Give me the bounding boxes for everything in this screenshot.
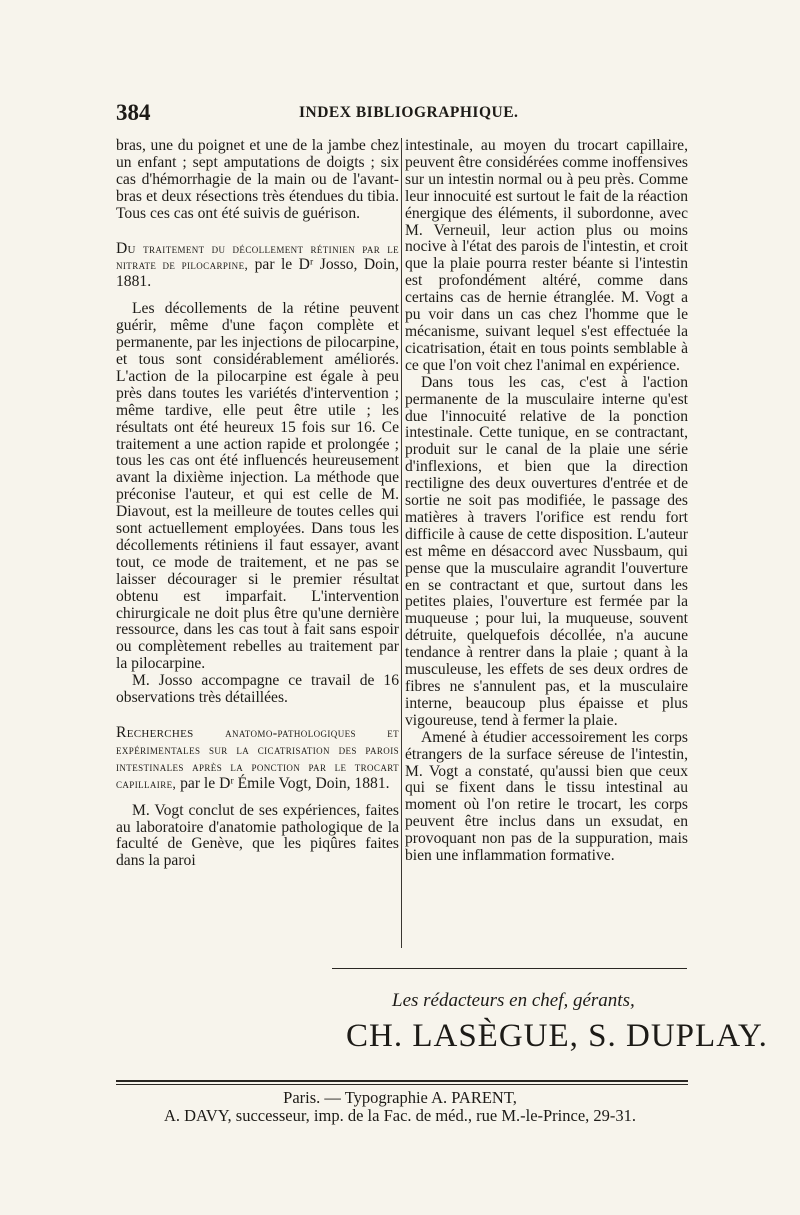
printer-address: A. DAVY, successeur, imp. de la Fac. de méd., rue M.-le-Prince, 29-31.	[163, 1106, 637, 1125]
bibliography-entry-josso	[116, 241, 399, 292]
left-column	[116, 138, 399, 870]
page-number: 384	[116, 100, 151, 125]
entry-title: traitement du décollement rétinien par le nitrate de pilocarpine,	[116, 240, 399, 273]
text-columns	[116, 138, 688, 962]
page-header	[116, 100, 686, 130]
paragraph: Dans tous les cas, c'est à l'action permanente de la musculaire interne qu'est due l'innocuité relative de la ponction intestinale. Cette tunique, en se contractant, produit sur le canal de la plaie une série d'inflexions, et bien que la direction rectiligne des deux ouvertures d'entrée et de sortie ne soit pas modifiée, le passage des matières à travers l'orifice est rendu fort difficile à cause de cette disposition. L'auteur est même en désaccord avec Nussbaum, qui pense que la musculaire agrandit l'ouverture en se contractant et que, surtout dans les petites plaies, l'ouverture est fermée par la muqueuse ; pour lui, la muqueuse, souvent détruite, quelquefois décollée, n'a aucune tendance à rentrer dans la plaie ; quant à la musculeuse, les effets de ses deux ordres de fibres ne s'annulent pas, et la musculaire interne, beaucoup plus épaisse et plus vigoureuse, tend à fermer la plaie.	[405, 373, 688, 729]
entry-author: par le Dʳ Émile Vogt, Doin, 1881.	[180, 774, 390, 792]
entry-title-lead: Recherches	[116, 724, 194, 741]
paragraph: M. Vogt conclut de ses expériences, faites au laboratoire d'anatomie pathologique de la faculté de Genève, que les piqûres faites dans la paroi	[116, 801, 399, 870]
paragraph: bras, une du poignet et une de la jambe chez un enfant ; sept amputations de doigts ; six cas d'hémorrhagie de la main ou de l'avant-bras et deux résections très étendues du tibia. Tous ces cas ont été suivis de guérison.	[116, 137, 399, 222]
bibliography-entry-vogt	[116, 725, 399, 793]
right-column	[405, 138, 688, 865]
entry-author: par le Dʳ Josso, Doin, 1881.	[116, 256, 399, 291]
imprint-rule	[116, 1080, 688, 1082]
paragraph: Amené à étudier accessoirement les corps étrangers de la surface séreuse de l'intestin, M. Vogt a constaté, qu'aussi bien que ceux qui se fixent dans le tissu intestinal au moment où l'on retire le trocart, les corps peuvent être inclus dans un exsudat, en provoquant non pas de la suppuration, mais bien une inflammation formative.	[405, 728, 688, 865]
paragraph: M. Josso accompagne ce travail de 16 observations très détaillées.	[116, 672, 399, 707]
entry-title: anatomo-pathologiques et expérimentales sur la cicatrisation des parois intestinales après la ponction par le trocart capillaire,	[116, 725, 399, 791]
entry-title-lead: Du	[116, 239, 136, 257]
editors-names: CH. LASÈGUE, S. DUPLAY.	[346, 1018, 768, 1054]
footer-rule	[332, 968, 687, 969]
column-divider	[401, 138, 402, 948]
paragraph: Les décollements de la rétine peuvent guérir, même d'une façon complète et permanente, par les injections de pilocarpine, et tous sont considérablement améliorés. L'action de la pilocarpine est égale à peu près dans toutes les variétés d'intervention ; même tardive, elle peut être utile ; les résultats ont été heureux 15 fois sur 16. Ce traitement a une action rapide et prolongée ; tous les cas ont été influencés heureusement avant la dixième injection. La méthode que préconise l'auteur, et qui est celle de M. Diavout, est la meilleure de toutes celles qui sont actuellement employées. Dans tous les décollements rétiniens il faut essayer, avant tout, ce mode de traitement, et ne pas se laisser décourager si le premier résultat obtenu est imparfait. L'intervention chirurgicale ne doit plus être qu'une dernière ressource, dans les cas tout à fait sans espoir ou complètement rebelles au traitement par la pilocarpine.	[116, 300, 399, 673]
editors-label: Les rédacteurs en chef, gérants,	[392, 990, 635, 1011]
running-title: INDEX BIBLIOGRAPHIQUE.	[299, 104, 519, 121]
paragraph: intestinale, au moyen du trocart capillaire, peuvent être considérées comme inoffensives sur un intestin normal ou à peu près. Comme leur innocuité est surtout le fait de la réaction énergique des éléments, il subordonne, avec M. Verneuil, leur action plus ou moins nocive à l'état des parois de l'intestin, et croit que la plaie pourra rester béante si l'intestin est profondément altéré, comme dans certains cas de hernie étranglée. M. Vogt a pu voir dans un cas chez l'homme que le mécanisme, suivant lequel s'est effectuée la cicatrisation, était en tous points semblable à ce que l'on voit chez l'animal en expérience.	[405, 137, 688, 374]
imprint-rule-thin	[116, 1084, 688, 1085]
printer-line: Paris. — Typographie A. PARENT,	[283, 1088, 517, 1107]
